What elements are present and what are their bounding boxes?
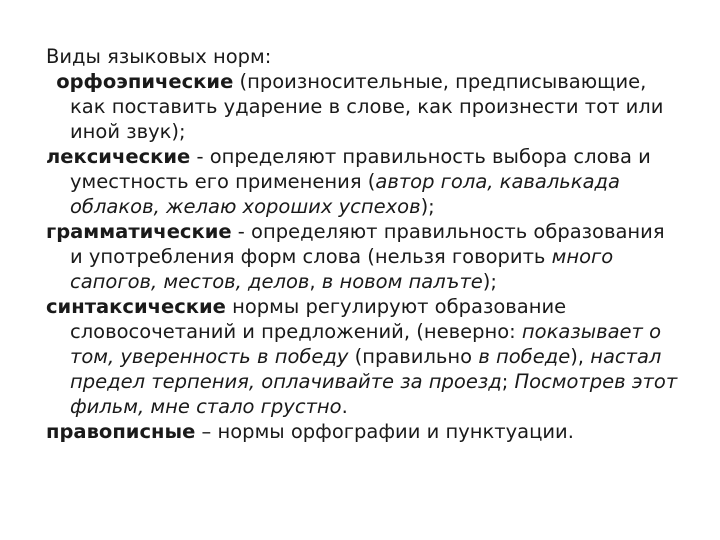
norm-text: (правильно — [348, 345, 479, 368]
norm-text: нормы регулируют образование словосочетаний и предложений, (неверно: — [70, 295, 567, 343]
norm-example: Посмотрев этот фильм, мне стало грустно — [70, 370, 678, 418]
norm-text: ); — [482, 270, 497, 293]
norm-text: ), — [570, 345, 591, 368]
norm-text: , — [309, 270, 322, 293]
norm-grammatical — [46, 219, 680, 294]
intro-heading: Виды языковых норм: — [46, 45, 272, 68]
norm-example: в новом палъте — [321, 270, 483, 293]
norm-text: – нормы орфографии и пунктуации. — [195, 420, 574, 443]
norm-text: (произносительные, предписывающие, как поставить ударение в слове, как произнести тот или иной звук); — [70, 70, 664, 143]
norm-lexical — [46, 144, 680, 219]
norm-term: лексические — [46, 145, 191, 168]
norm-spelling — [46, 419, 680, 444]
norm-term: грамматические — [46, 220, 232, 243]
norm-example: много сапогов, местов, делов — [70, 245, 614, 293]
norm-example: настал предел терпения, оплачивайте за проезд — [70, 345, 662, 393]
norm-text: . — [341, 395, 348, 418]
norm-term: правописные — [46, 420, 196, 443]
norm-syntactic — [46, 294, 680, 419]
norm-example: показывает о том, уверенность в победу — [70, 320, 662, 368]
norm-term: орфоэпические — [56, 70, 234, 93]
norm-text: - определяют правильность образования и употребления форм слова (нельзя говорить — [70, 220, 665, 268]
norm-text: ; — [501, 370, 515, 393]
norm-example: автор гола, кавалькада облаков, желаю хороших успехов — [70, 170, 620, 218]
norm-example: в победе — [478, 345, 571, 368]
norm-orthoepic — [46, 69, 680, 144]
norm-text: - определяют правильность выбора слова и уместность его применения ( — [70, 145, 651, 193]
norm-text: ); — [420, 195, 435, 218]
norm-term: синтаксические — [46, 295, 226, 318]
